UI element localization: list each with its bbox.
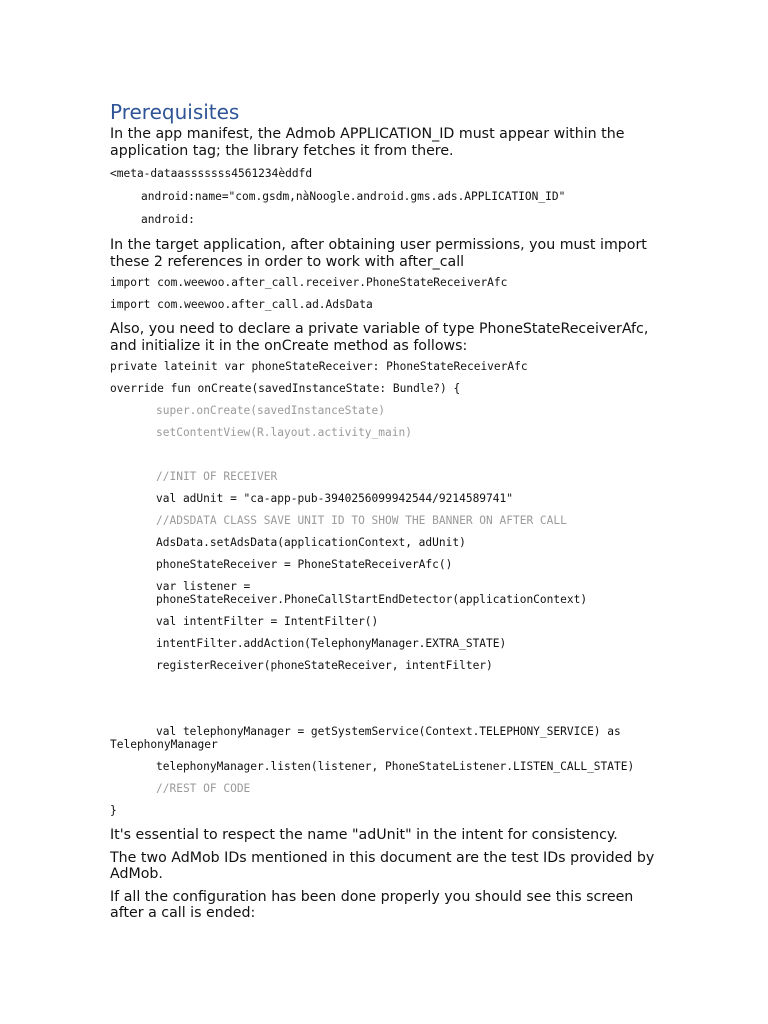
- paragraph-test-ids: The two AdMob IDs mentioned in this document are the test IDs provided by AdMob.: [110, 849, 655, 882]
- code-receiver: phoneStateReceiver = PhoneStateReceiverAfc(): [156, 558, 453, 571]
- code-import-2: import com.weewoo.after_call.ad.AdsData: [110, 298, 373, 311]
- code-telephony-line-2: TelephonyManager: [110, 738, 218, 751]
- code-comment-rest: //REST OF CODE: [156, 782, 251, 795]
- code-intentfilter: val intentFilter = IntentFilter(): [156, 615, 379, 628]
- code-meta-line-2: android:name="com.gsdm,nàNoogle.android.gms.ads.APPLICATION_ID": [141, 190, 566, 203]
- code-register: registerReceiver(phoneStateReceiver, intentFilter): [156, 659, 493, 672]
- paragraph-manifest: In the app manifest, the Admob APPLICATION_ID must appear within the application tag; the library fetches it from there.: [110, 126, 625, 159]
- code-listener-line-2: phoneStateReceiver.PhoneCallStartEndDetector(applicationContext): [156, 593, 588, 606]
- code-comment-ads: //ADSDATA CLASS SAVE UNIT ID TO SHOW THE BANNER ON AFTER CALL: [156, 514, 567, 527]
- code-setads: AdsData.setAdsData(applicationContext, adUnit): [156, 536, 466, 549]
- code-adunit: val adUnit = "ca-app-pub-3940256099942544/9214589741": [156, 492, 513, 505]
- code-comment-init: //INIT OF RECEIVER: [156, 470, 278, 483]
- code-override: override fun onCreate(savedInstanceState: Bundle?) {: [110, 382, 461, 395]
- code-meta-line-3: android:: [141, 213, 195, 226]
- paragraph-imports: In the target application, after obtaining user permissions, you must import these 2 references in order to work with after_call: [110, 237, 647, 270]
- code-telephony-line-1: val telephonyManager = getSystemService(Context.TELEPHONY_SERVICE) as: [156, 725, 621, 738]
- paragraph-result: If all the configuration has been done properly you should see this screen after a call is ended:: [110, 888, 634, 921]
- code-declaration: private lateinit var phoneStateReceiver: PhoneStateReceiverAfc: [110, 360, 528, 373]
- code-setcontent: setContentView(R.layout.activity_main): [156, 426, 412, 439]
- paragraph-declare: Also, you need to declare a private variable of type PhoneStateReceiverAfc, and initialize it in the onCreate method as follows:: [110, 321, 649, 354]
- code-super: super.onCreate(savedInstanceState): [156, 404, 386, 417]
- code-import-1: import com.weewoo.after_call.receiver.PhoneStateReceiverAfc: [110, 276, 508, 289]
- code-closing-brace: }: [110, 804, 117, 817]
- code-addaction: intentFilter.addAction(TelephonyManager.EXTRA_STATE): [156, 637, 507, 650]
- paragraph-adunit-name: It's essential to respect the name "adUnit" in the intent for consistency.: [110, 827, 618, 843]
- code-meta-line-1: <meta-dataasssssss4561234èddfd: [110, 167, 313, 180]
- code-listener-line-1: var listener =: [156, 580, 251, 593]
- section-heading: Prerequisites: [110, 100, 240, 124]
- code-listen: telephonyManager.listen(listener, PhoneStateListener.LISTEN_CALL_STATE): [156, 760, 635, 773]
- document-page: [110, 100, 670, 928]
